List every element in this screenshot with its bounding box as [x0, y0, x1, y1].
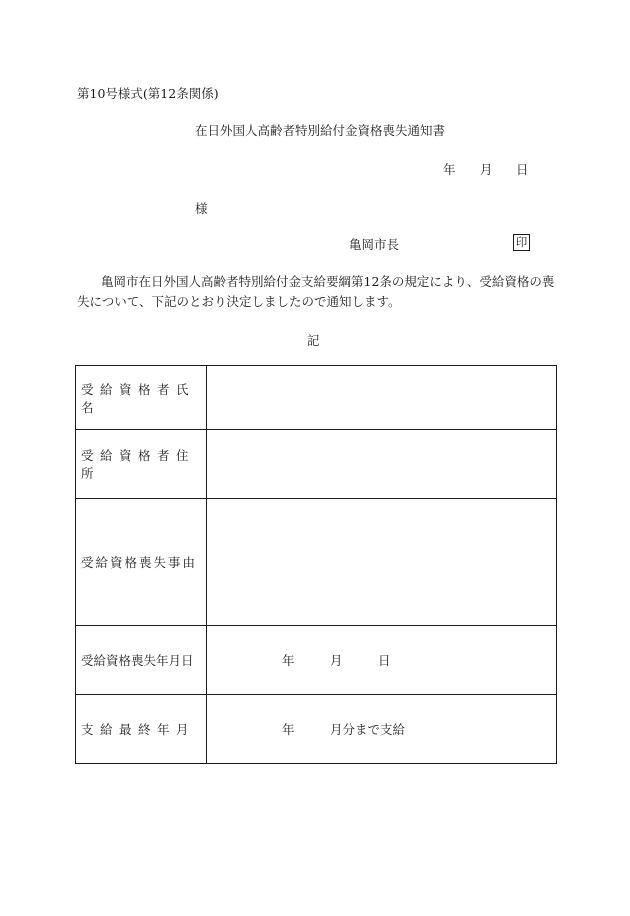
loss-reason-label: 受給資格喪失事由 [76, 499, 207, 626]
loss-date-label: 受給資格喪失年月日 [76, 626, 207, 695]
recipient-name-label: 受給資格者氏名 [76, 366, 207, 430]
recipient-name-value [207, 366, 557, 430]
final-payment-year: 年 [282, 722, 295, 737]
recipient-address-label: 受給資格者住所 [76, 430, 207, 499]
table-row [76, 695, 557, 764]
table-row [76, 366, 557, 430]
table-row [76, 626, 557, 695]
details-table [75, 365, 557, 764]
notice-body-text: 亀岡市在日外国人高齢者特別給付金支給要綱第12条の規定により、受給資格の喪失について、下記のとおり決定しましたので通知します。 [77, 274, 555, 309]
loss-date-year: 年 [282, 653, 295, 668]
form-number-label: 第10号様式(第12条関係) [77, 86, 219, 101]
table-row [76, 499, 557, 626]
date-month-label: 月 [480, 162, 493, 177]
final-payment-label: 支給最終年月 [76, 695, 207, 764]
addressee-suffix: 様 [195, 201, 208, 216]
recipient-address-value [207, 430, 557, 499]
loss-date-day: 日 [378, 653, 391, 668]
document-title: 在日外国人高齢者特別給付金資格喪失通知書 [195, 123, 446, 138]
ki-heading: 記 [307, 333, 320, 348]
date-year-label: 年 [443, 162, 456, 177]
final-payment-suffix: 月分まで支給 [330, 722, 406, 737]
issuer-name: 亀岡市長 [349, 237, 400, 252]
loss-date-value [207, 626, 557, 695]
loss-reason-value [207, 499, 557, 626]
seal-mark: 印 [513, 234, 530, 251]
final-payment-value [207, 695, 557, 764]
date-day-label: 日 [516, 162, 529, 177]
table-row [76, 430, 557, 499]
loss-date-month: 月 [330, 653, 343, 668]
